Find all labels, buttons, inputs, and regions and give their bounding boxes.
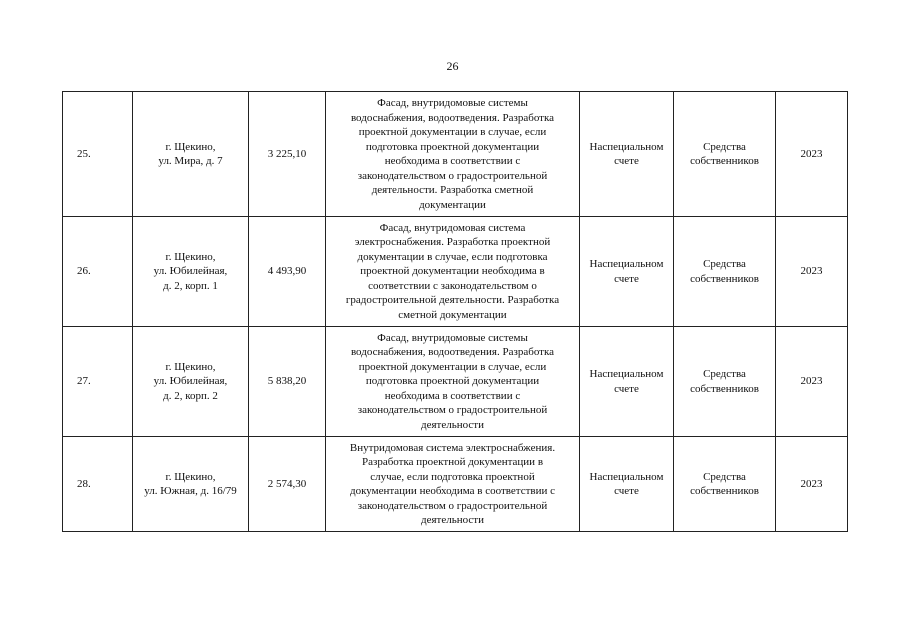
row-number-cell: 28. <box>63 437 133 532</box>
cell-line: счете <box>614 382 639 395</box>
row-number-cell: 27. <box>63 327 133 437</box>
cell-line: ул. Юбилейная, <box>153 265 228 278</box>
cell-line: подготовка проектной документации <box>365 140 540 153</box>
cell-line: Фасад, внутридомовые системы <box>377 97 528 109</box>
cell-line: собственников <box>690 155 759 167</box>
table-row <box>63 327 848 437</box>
cell-line: градостроительной деятельности. Разработка <box>345 294 560 307</box>
year-cell: 2023 <box>776 437 848 532</box>
works-cell <box>326 217 580 327</box>
cell-line: проектной документации в случае, если <box>358 360 547 373</box>
cell-line: собственников <box>690 485 759 497</box>
cell-line: проектной документации в случае, если <box>358 126 547 138</box>
works-cell <box>326 437 580 532</box>
cell-line: законодательством о градостроительной <box>357 499 548 512</box>
cost-cell: 5 838,20 <box>249 327 326 437</box>
cell-line: водоснабжения, водоотведения. Разработка <box>350 346 555 359</box>
cell-line: ул. Мира, д. 7 <box>158 155 223 167</box>
cell-line: деятельности. Разработка сметной <box>371 184 534 196</box>
cell-line: собственников <box>690 272 759 285</box>
account-cell <box>580 217 674 327</box>
cell-line: специальном <box>602 258 664 270</box>
row-number-cell: 25. <box>63 92 133 217</box>
cell-line: необходима в соответствии с <box>384 155 521 167</box>
cell-line: г. Щекино, <box>165 470 216 483</box>
cell-line: сметной документации <box>398 308 507 321</box>
cell-line: деятельности <box>421 418 484 431</box>
funding-cell <box>674 217 776 327</box>
page-number: 26 <box>446 59 459 73</box>
cell-line: документации <box>419 198 486 211</box>
year-cell: 2023 <box>776 327 848 437</box>
cell-line: На <box>589 140 603 153</box>
cell-line: д. 2, корп. 2 <box>163 389 218 402</box>
cell-line: специальном <box>602 470 664 483</box>
cell-line: Средства <box>703 258 746 270</box>
cell-line: г. Щекино, <box>165 140 216 153</box>
cost-cell: 2 574,30 <box>249 437 326 532</box>
cell-line: подготовка проектной документации <box>365 375 540 388</box>
cell-line: ул. Южная, д. 16/79 <box>144 485 237 497</box>
account-cell <box>580 92 674 217</box>
works-cell <box>326 92 580 217</box>
cell-line: проектной документации необходима в <box>360 265 545 278</box>
cell-line: ул. Юбилейная, <box>153 375 228 388</box>
cell-line: документации в случае, если подготовка <box>357 250 548 263</box>
cell-line: законодательством о градостроительной <box>357 169 548 182</box>
cell-line: Средства <box>703 470 746 483</box>
cell-line: собственников <box>690 382 759 395</box>
cell-line: На <box>589 368 603 380</box>
row-number-cell: 26. <box>63 217 133 327</box>
address-cell <box>133 327 249 437</box>
funding-cell <box>674 437 776 532</box>
account-cell <box>580 437 674 532</box>
cost-cell: 4 493,90 <box>249 217 326 327</box>
cell-line: Разработка проектной документации в <box>361 456 544 468</box>
cell-line: законодательством о градостроительной <box>357 404 548 417</box>
cell-line: счете <box>614 485 639 497</box>
cell-line: д. 2, корп. 1 <box>163 279 218 292</box>
address-cell <box>133 217 249 327</box>
cell-line: Средства <box>703 368 746 380</box>
table-row <box>63 92 848 217</box>
cell-line: необходима в соответствии с <box>384 389 521 402</box>
cell-line: Средства <box>703 140 746 153</box>
cell-line: Внутридомовая система электроснабжения. <box>349 441 556 454</box>
cell-line: специальном <box>602 140 664 153</box>
cell-line: г. Щекино, <box>165 250 216 263</box>
cell-line: счете <box>614 155 639 167</box>
cell-line: соответствии с законодательством о <box>368 279 537 292</box>
year-cell: 2023 <box>776 92 848 217</box>
cell-line: счете <box>614 272 639 285</box>
cell-line: случае, если подготовка проектной <box>370 470 535 483</box>
cell-line: специальном <box>602 368 664 380</box>
cell-line: На <box>589 470 603 483</box>
cell-line: На <box>589 258 603 270</box>
account-cell <box>580 327 674 437</box>
cell-line: Фасад, внутридомовые системы <box>377 331 528 344</box>
cell-line: документации необходима в соответствии с <box>349 485 556 497</box>
works-cell <box>326 327 580 437</box>
works-table <box>62 91 848 532</box>
table-body <box>63 92 848 532</box>
address-cell <box>133 92 249 217</box>
funding-cell <box>674 92 776 217</box>
cell-line: водоснабжения, водоотведения. Разработка <box>350 111 555 124</box>
cost-cell: 3 225,10 <box>249 92 326 217</box>
table-row <box>63 217 848 327</box>
address-cell <box>133 437 249 532</box>
cell-line: г. Щекино, <box>165 360 216 373</box>
cell-line: электроснабжения. Разработка проектной <box>354 236 551 249</box>
year-cell: 2023 <box>776 217 848 327</box>
cell-line: деятельности <box>421 514 484 526</box>
cell-line: Фасад, внутридомовая система <box>379 221 526 234</box>
table-row <box>63 437 848 532</box>
funding-cell <box>674 327 776 437</box>
